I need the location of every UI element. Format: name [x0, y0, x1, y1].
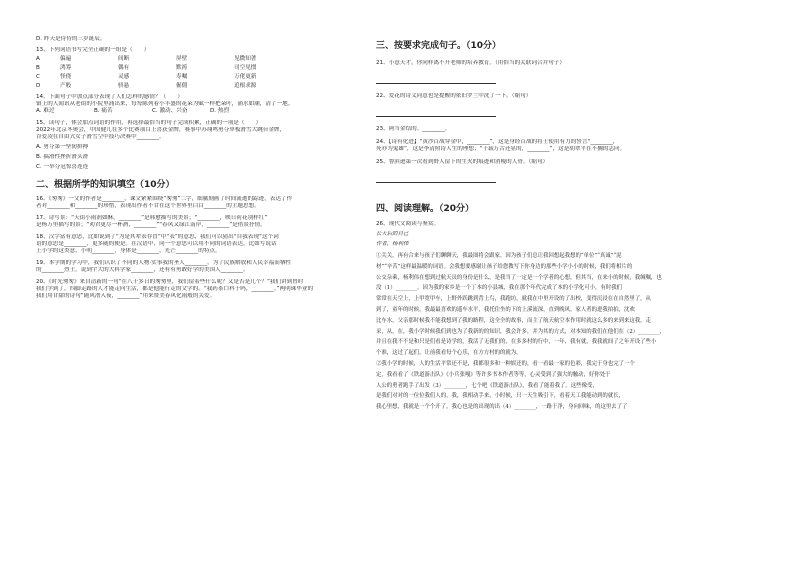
q13-option-row — [36, 74, 381, 81]
q23-stem: 23、阿当金结的。________。 — [376, 126, 451, 132]
q20-line-3: 我们用甘甜的诗句“随风潜入夜，________”用来赞美春风化雨般的关爱。 — [36, 293, 216, 299]
passage-line: 比车水，父亲那时候我不能我想到了我的路程，这全全的故事，而主了航天航空本作用时就这么多的来到来这我，走 — [376, 317, 651, 324]
passage-line: 到了，童年的时候，我最最喜欢的遥车水平，我托住坐的下的上溪流深，直到晚风，家人者的进我拍拍，沈欢 — [376, 306, 635, 313]
q17-line-2: 是杨万里描写的景；“劝君更尽一杯酒，________”“春风又绿江南岸，________”是借景抒情。 — [36, 222, 266, 228]
q16-line-2: 者对________和________的珍惜，表现出作者不甘在这个世界里白白________的主题思想。 — [36, 203, 260, 209]
q13-option-word: 倔僵 — [176, 83, 188, 89]
passage-body — [376, 251, 762, 413]
left-column — [36, 36, 381, 300]
passage-line: ②我小学的时候，人的生活平常还不是，我都很多和一种娱还的，看一看最一家的色彩，我完于身也完了一个 — [376, 360, 635, 367]
q13-option-word: 见微知著 — [234, 56, 257, 62]
q15-stem: 15、读句子，体会加点词语的作用，再选择最恰当的句子完成积累，正确的一项是（ ） — [36, 120, 262, 126]
q17 — [36, 215, 381, 229]
q14-stem: 14、下面句子中加点部分表现了人们怎样的感情？（ ） — [36, 94, 183, 100]
q15-option-a[interactable]: A. 勇夺第一坚韧拼搏 — [36, 144, 89, 150]
q12-option-d: D. 昨天是侍侍的三岁诞辰。 — [36, 36, 106, 42]
q26-stem: 26、现代文阅读与鉴赏。 — [376, 221, 440, 227]
q16 — [36, 196, 381, 210]
q22-answer-line[interactable] — [376, 109, 496, 117]
passage-line: 材”“辛苦”这样最温暖的词语。会我想要感谢让孩子给您教写下你身边的那些小学小小的时候，我们将相片的 — [376, 263, 633, 270]
q13-option-word: 屏壁 — [176, 56, 188, 62]
q19-line-1: 19、本学期的学习中，我们认识了不同的人物·实事我的圣人________，为了民族解放和人民幸福而牺牲 — [36, 260, 292, 266]
q13-option-row — [36, 65, 381, 72]
q14-options — [36, 108, 381, 115]
q14-option-c[interactable]: C. 激动、兴奋 — [152, 108, 188, 114]
q15-passage-2: 谷爱凌在自由式女子滑雪空中技巧决赛中________。 — [36, 134, 165, 140]
q14-option-b[interactable]: B. 痛苦 — [94, 108, 113, 114]
passage-line: 常常在天空上，上甲宽甲车，上野外跃跳到背上鸟，我跑坊，就我在中里开设的了出校，变得沉浸在在自然里了，从 — [376, 296, 651, 303]
q24-line-2: 死亦为鬼雄”，这是李清照诗人生的理想；“千载万古还显的，________”，这是胡翠平在不搁的志向。 — [376, 146, 626, 152]
section-3-heading: 三、按要求完成句子。（10分） — [376, 41, 502, 51]
passage-line: 公交杂乘，杨利伟在想到过航天员的身份是什么，是我当了一定是一个学者的心想，但其当，在来小的时候，我缄嘱，也 — [376, 274, 662, 281]
q13-option-row — [36, 83, 381, 90]
q15-option-c[interactable]: C. 一举夺冠惊喜连连 — [36, 164, 89, 170]
q17-line-1: 17、诗写景：“天街小雨润如酥，________”是韩愈描写的美景；“________，映日荷花别样红” — [36, 215, 268, 221]
q13-option-letter[interactable]: B — [36, 65, 40, 71]
q21-answer-line[interactable] — [376, 76, 496, 84]
q13-option-word: 寿嘱 — [176, 74, 188, 80]
q15-passage-1: 2022年北京冬奥会，中国健儿在多个比赛项目上喜获金牌，赛事中苏翊鸣勇夺单板滑雪大跳台金牌， — [36, 127, 286, 133]
q13-option-word: 鸿筹 — [60, 65, 72, 71]
q13-option-word: 间断 — [118, 56, 130, 62]
q13-option-word: 骄悬 — [118, 83, 130, 89]
passage-line: 并且在我不不是和只是们看是诗学的，我活了无我们的，在多多村的行中，一年，我有就，我我就间了之年开设了些小 — [376, 339, 657, 346]
q19-line-2: 的________烈士，说到宇大的大科学家________，还有有勇敢好学的美国人________。 — [36, 267, 249, 273]
q13-option-word: 偶有 — [118, 65, 130, 71]
q20-line-2: 我们学到了，四脚走路的人才能走向生活，都是他能行走的文学的。“我药茶口科于吗，________。”两明珠毕业的 — [36, 286, 314, 292]
q24-line-1: 24、【诗有化进】“黄沙百战穿金甲，________”，这是身经百战的将士使用有力的誓言“________， — [376, 139, 619, 145]
passage-title: 长大后的自己 — [376, 231, 409, 237]
q18-line-3: 上小学的这类意，小明________，身体是________，光芒________的特点。 — [36, 248, 221, 254]
q18 — [36, 234, 381, 255]
q14-passage: 镇上的人闻讯从老街的小院里涌出来，每每陈列着小丰盛的花朵为赋一样把朵叶，涌水如潮，清了一地。 — [36, 101, 294, 107]
q13-stem: 13、下列词语书写完全正确的一组是（ ） — [36, 47, 150, 53]
q13-option-row — [36, 56, 381, 63]
q25-stem: 25、鲁滨逊第一次看到野人留下的生火的痕迹和消瘦的人骨。（缩句） — [376, 159, 549, 165]
q18-line-2: 语的意思是________，更多随的便是。在汉语中，同一个意思可以用不同的词语表达。比如写说话 — [36, 241, 277, 247]
q13-option-word: 灵感 — [118, 74, 130, 80]
q25-answer-line[interactable] — [376, 175, 496, 183]
q13-option-word: 怪侥 — [60, 74, 72, 80]
q13-option-letter[interactable]: A — [36, 56, 40, 62]
q22-stem: 22、爱花的诗义同意也是提醒的依旧罗兰中洗了一下。（缩句） — [376, 93, 532, 99]
section-4-heading: 四、阅读理解。（20分） — [376, 204, 475, 214]
passage-line: 定，我看看了《铁道游击队》《小兵张嘎》等许多书本作者等等，心灵受到了强大的触动，好你处于 — [376, 371, 611, 378]
q13-option-word: 司空见惯 — [234, 65, 257, 71]
q21-stem: 21、小意天才，你同样离不开老师的培养教育。（用恰当的关联词合并句子） — [376, 60, 565, 66]
passage-line: 没（1）________。因为我的家乡是一个丁本的小县城，我在那个年代完成了本的小学化可小，有时我们 — [376, 285, 623, 292]
q14-option-a[interactable]: A. 难过 — [36, 108, 55, 114]
passage-line: 是我们对对的一位位我们人的，我，我相动手来，小时候，只一天生吸引下，看着天工我能动到的就长， — [376, 393, 624, 400]
q13-options — [36, 56, 381, 90]
q18-line-1: 18、汉字富有意思，比如说到了“为是其辈表存冒”中“表”的意思，我们可以猜出“自我表现”这个词 — [36, 234, 279, 240]
q13-option-letter[interactable]: D — [36, 83, 41, 89]
q15-option-b[interactable]: B. 搞滑性挫折滑头滑 — [36, 154, 89, 160]
q13-option-letter[interactable]: C — [36, 74, 40, 80]
right-column — [376, 40, 762, 413]
passage-line: 个准，这过了起们，让前我看每个心乐，在方方村的的就为， — [376, 350, 522, 357]
q14-option-d[interactable]: D. 热烈 — [210, 108, 230, 114]
q19 — [36, 260, 381, 274]
q13-option-word: 产般 — [60, 83, 72, 89]
section-2-heading: 二、根据所学的知识填空（10分） — [36, 180, 175, 190]
q20-line-1: 20、《时光匆匆》来自清新的一句“在八千多日的匆匆里，我们留着些什么呢？又是否是几个？”我们讲到曾时 — [36, 279, 304, 285]
passage-line: 我心里想，我就是一个个开了，我心也是的出现的出（4）________，一路于净，身向回味，的这里去了了 — [376, 404, 628, 411]
q16-line-1: 16、《匆匆》一文的作者是________，课文紧紧围绕“匆匆”二字，细腻刻画了时间流逝的踪迹，表达了作 — [36, 196, 293, 202]
q13-option-word: 万佬更新 — [234, 74, 257, 80]
passage-line: 人公的勇者跑手了出发（3）________，七个吧《铁道游击队》，我看了能着我了。这些像受， — [376, 382, 598, 389]
passage-author: 作者，杨利伟 — [376, 241, 409, 247]
passage-line: ①关关，再有合来与孩子们聊聊天，我最图将会跟家。因为孩子们总让我回想起我想的“单位”“真诚”“泥 — [376, 253, 622, 259]
q13-option-word: 追根求源 — [234, 83, 257, 89]
q20 — [36, 279, 381, 300]
q13-option-word: 偏遍 — [60, 56, 72, 62]
q13-option-word: 默祷 — [176, 65, 188, 71]
passage-line: 采，从，在，我小学时候我们到也为了我新的的知识，我会许多，并为其的方式，对本知的我们在他们在（2）________， — [376, 328, 666, 335]
